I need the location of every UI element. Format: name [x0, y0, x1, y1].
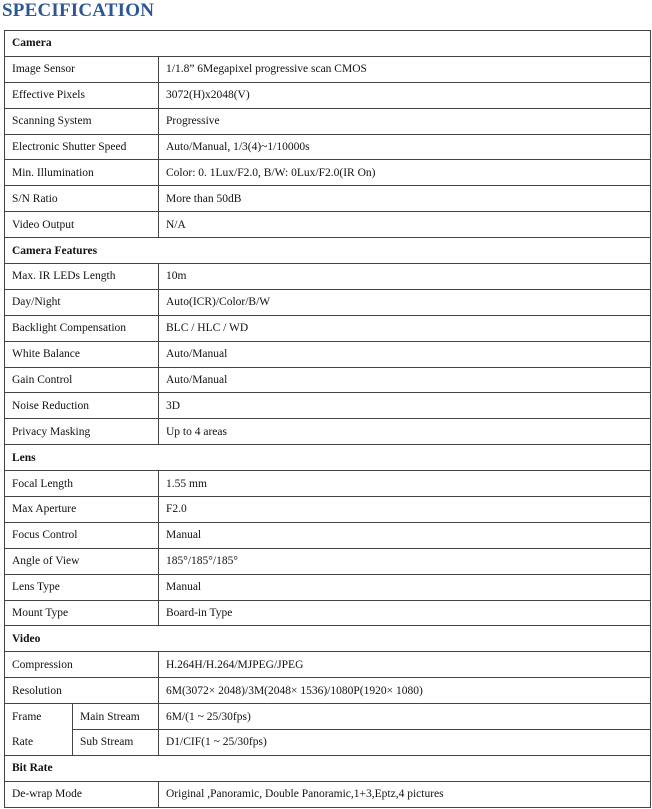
spec-label: Image Sensor [5, 56, 159, 82]
spec-value: H.264H/H.264/MJPEG/JPEG [159, 652, 651, 678]
table-row [5, 393, 651, 419]
table-row [5, 548, 651, 574]
section-row-video [5, 626, 651, 652]
section-heading: Video [5, 626, 651, 652]
table-row [5, 186, 651, 212]
spec-label: White Balance [5, 341, 159, 367]
table-row [5, 82, 651, 108]
frame-rate-label-bottom: Rate [5, 730, 73, 756]
table-row [5, 367, 651, 393]
table-row [5, 600, 651, 626]
spec-value: 3D [159, 393, 651, 419]
spec-value: More than 50dB [159, 186, 651, 212]
spec-value: 1/1.8” 6Megapixel progressive scan CMOS [159, 56, 651, 82]
spec-label: Max. IR LEDs Length [5, 264, 159, 290]
spec-label: Resolution [5, 678, 159, 704]
spec-value: Manual [159, 574, 651, 600]
spec-value: 1.55 mm [159, 471, 651, 497]
spec-value: BLC / HLC / WD [159, 315, 651, 341]
page-title: SPECIFICATION [2, 0, 155, 21]
table-row [5, 678, 651, 704]
section-heading: Bit Rate [5, 755, 651, 781]
table-row [5, 652, 651, 678]
spec-label: Video Output [5, 212, 159, 238]
spec-label: Noise Reduction [5, 393, 159, 419]
spec-label: Effective Pixels [5, 82, 159, 108]
section-row-lens [5, 445, 651, 471]
sub-stream-value: D1/CIF(1 ~ 25/30fps) [159, 730, 651, 756]
spec-value: Color: 0. 1Lux/F2.0, B/W: 0Lux/F2.0(IR On) [159, 160, 651, 186]
spec-value: 6M(3072× 2048)/3M(2048× 1536)/1080P(1920× 1080) [159, 678, 651, 704]
section-heading: Lens [5, 445, 651, 471]
spec-value: N/A [159, 212, 651, 238]
table-row [5, 289, 651, 315]
spec-label: Day/Night [5, 289, 159, 315]
spec-value: F2.0 [159, 497, 651, 523]
spec-value: 3072(H)x2048(V) [159, 82, 651, 108]
section-row-bit-rate [5, 755, 651, 781]
table-row [5, 160, 651, 186]
table-row [5, 704, 651, 730]
sub-stream-label: Sub Stream [73, 730, 159, 756]
table-row [5, 56, 651, 82]
spec-label: Privacy Masking [5, 419, 159, 445]
spec-label: Min. Illumination [5, 160, 159, 186]
spec-label: De-wrap Mode [5, 781, 159, 807]
table-row [5, 497, 651, 523]
spec-value: 185°/185°/185° [159, 548, 651, 574]
section-heading: Camera Features [5, 238, 651, 264]
spec-label: Focus Control [5, 522, 159, 548]
spec-label: Mount Type [5, 600, 159, 626]
table-row [5, 315, 651, 341]
spec-label: S/N Ratio [5, 186, 159, 212]
spec-value: Auto/Manual [159, 367, 651, 393]
section-heading: Camera [5, 31, 651, 57]
table-row [5, 212, 651, 238]
section-row-camera [5, 31, 651, 57]
table-row [5, 134, 651, 160]
spec-label: Scanning System [5, 108, 159, 134]
table-row [5, 471, 651, 497]
spec-value: Up to 4 areas [159, 419, 651, 445]
spec-value: Auto(ICR)/Color/B/W [159, 289, 651, 315]
spec-label: Electronic Shutter Speed [5, 134, 159, 160]
main-stream-value: 6M/(1 ~ 25/30fps) [159, 704, 651, 730]
table-row [5, 730, 651, 756]
spec-table [4, 30, 651, 808]
spec-label: Backlight Compensation [5, 315, 159, 341]
spec-value: Progressive [159, 108, 651, 134]
table-row [5, 574, 651, 600]
spec-label: Angle of View [5, 548, 159, 574]
table-row [5, 108, 651, 134]
table-row [5, 781, 651, 807]
spec-label: Focal Length [5, 471, 159, 497]
spec-label: Gain Control [5, 367, 159, 393]
table-row [5, 419, 651, 445]
table-row [5, 264, 651, 290]
spec-value: Auto/Manual, 1/3(4)~1/10000s [159, 134, 651, 160]
spec-label: Max Aperture [5, 497, 159, 523]
spec-value: Original ,Panoramic, Double Panoramic,1+3,Eptz,4 pictures [159, 781, 651, 807]
spec-label: Lens Type [5, 574, 159, 600]
spec-value: 10m [159, 264, 651, 290]
table-row [5, 522, 651, 548]
spec-value: Board-in Type [159, 600, 651, 626]
main-stream-label: Main Stream [73, 704, 159, 730]
section-row-camera-features [5, 238, 651, 264]
spec-value: Manual [159, 522, 651, 548]
frame-rate-label-top: Frame [5, 704, 73, 730]
spec-value: Auto/Manual [159, 341, 651, 367]
spec-label: Compression [5, 652, 159, 678]
table-row [5, 341, 651, 367]
